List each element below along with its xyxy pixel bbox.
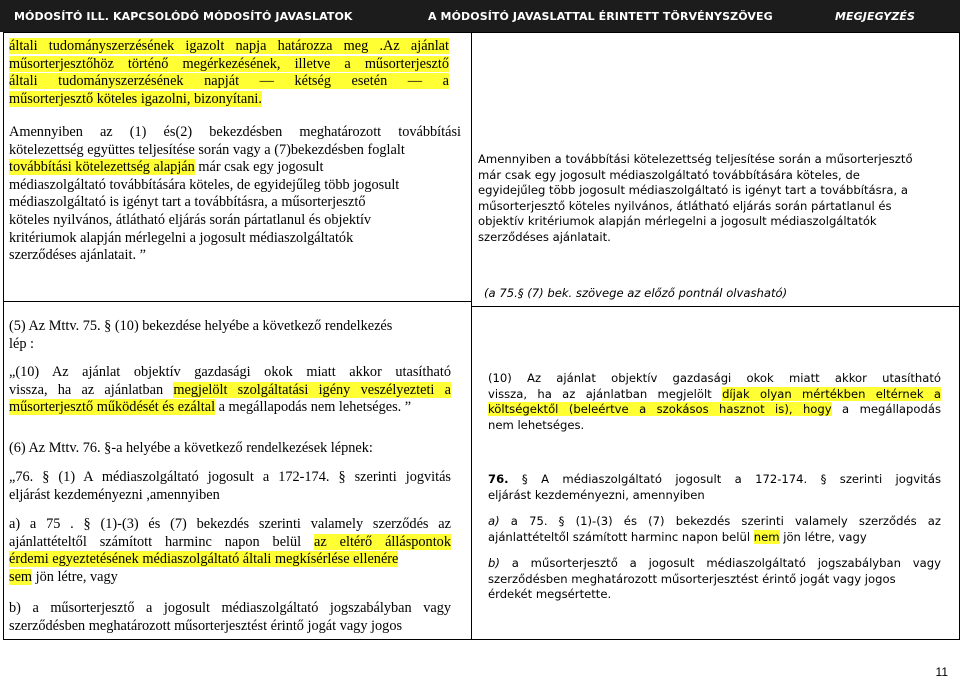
header-col-affected-law: A MÓDOSÍTÓ JAVASLATTAL ÉRINTETT TÖRVÉNYSZÖVEG [428, 10, 773, 23]
highlighted-text: sem [9, 568, 33, 585]
highlighted-text: nem [753, 529, 780, 544]
column-divider [471, 32, 472, 640]
right-paragraph-6: b) a műsorterjesztő a jogosult médiaszolgáltató jogszabályban vagy szerződésben meghatározott műsorterjesztést érintő jogát vagy jogos érdekét megsértette. [488, 556, 941, 602]
highlighted-text: műsorterjesztő működését és ezáltal [9, 399, 216, 416]
row-divider-right [471, 306, 960, 307]
highlighted-text: műsorterjesztőhöz történő megérkezésének, illetve a műsorterjesztő [9, 55, 449, 72]
highlighted-text: költségektől (beleértve a szokásos hasznot is), hogy [488, 402, 832, 417]
left-paragraph-5: „76. § (1) A médiaszolgáltató jogosult a 172-174. § szerinti jogvitás eljárást kezdeményezni ,amennyiben [9, 469, 451, 503]
left-paragraph-6: a) a 75 . § (1)-(3) és (7) bekezdés szerinti valamely szerződés az ajánlattételtől számított harminc napon belül az eltérő álláspontok érdemi egyeztetésének médiaszolgáltató általi megkísérlése ellenére sem jön létre, vagy [9, 516, 451, 585]
highlighted-text: megjelölt szolgáltatási igény veszélyezteti a [173, 381, 451, 398]
highlighted-text: érdemi egyeztetésének médiaszolgáltató általi megkísérlése ellenére [9, 551, 399, 568]
left-paragraph-2: (5) Az Mttv. 75. § (10) bekezdése helyébe a következő rendelkezés lép : [9, 318, 393, 352]
header-col-amendments: MÓDOSÍTÓ ILL. KAPCSOLÓDÓ MÓDOSÍTÓ JAVASLATOK [14, 10, 353, 23]
row-divider-left [3, 301, 472, 302]
right-paragraph-4: 76. § A médiaszolgáltató jogosult a 172-174. § szerinti jogvitás eljárást kezdeményezni, amennyiben [488, 472, 941, 502]
left-paragraph-0 [9, 38, 449, 108]
highlighted-text: továbbítási kötelezettség alapján [9, 159, 195, 176]
left-paragraph-7: b) a műsorterjesztő a jogosult médiaszolgáltató jogszabályban vagy szerződésben meghatározott műsorterjesztést érintő jogát vagy jogos [9, 600, 451, 634]
highlighted-text: az eltérő álláspontok [314, 533, 451, 550]
right-note: (a 75.§ (7) bek. szövege az előző pontnál olvasható) [484, 286, 788, 300]
highlighted-text: általi tudományszerzésének igazolt napja határozza meg .Az ajánlat [9, 38, 449, 54]
right-paragraph-5: a) a 75. § (1)-(3) és (7) bekezdés szerinti valamely szerződés az ajánlattételtől számított harminc napon belül nem jön létre, vagy [488, 514, 941, 544]
right-paragraph-1: Amennyiben a továbbítási kötelezettség teljesítése során a műsorterjesztő már csak egy jogosult médiaszolgáltató továbbítására köteles, de egyidejűleg több jogosult médiaszolgáltató is igényt tart a továbbításra, a műsorterjesztő köteles nyilvános, átlátható eljárás során pártatlanul és objektív kritériumok alapján mérlegelni a jogosult médiaszolgáltatók szerződéses ajánlatait. [478, 152, 913, 244]
page-number: 11 [935, 665, 948, 679]
highlighted-text: általi tudományszerzésének napját — kétség esetén — a [9, 73, 449, 90]
left-paragraph-3: „(10) Az ajánlat objektív gazdasági okok miatt akkor utasítható vissza, ha az ajánlatban megjelölt szolgáltatási igény veszélyezteti a műsorterjesztő működését és ezáltal a megállapodás nem lehetséges. ” [9, 364, 451, 416]
table-header [0, 0, 960, 32]
left-paragraph-1: Amennyiben az (1) és(2) bekezdésben meghatározott továbbítási kötelezettség együttes teljesítése során vagy a (7)bekezdésben foglalt továbbítási kötelezettség alapján már csak egy jogosult médiaszolgáltató továbbítására köteles, de egyidejűleg több jogosult médiaszolgáltató is igényt tart a továbbításra, a műsorterjesztő köteles nyilvános, átlátható eljárás során pártatlanul és objektív kritériumok alapján mérlegelni a jogosult médiaszolgáltatók szerződéses ajánlatait. ” [9, 124, 461, 264]
header-col-notes: MEGJEGYZÉS [835, 10, 916, 23]
highlighted-text: műsorterjesztő köteles igazolni, bizonyítani. [9, 90, 262, 107]
left-paragraph-4: (6) Az Mttv. 76. §-a helyébe a következő rendelkezések lépnek: [9, 440, 373, 456]
highlighted-text: díjak olyan mértékben eltérnek a [722, 386, 942, 401]
right-paragraph-3: (10) Az ajánlat objektív gazdasági okok miatt akkor utasítható vissza, ha az ajánlatban megjelölt díjak olyan mértékben eltérnek a költségektől (beleértve a szokásos hasznot is), hogy a megállapodás nem lehetséges. [488, 371, 942, 432]
